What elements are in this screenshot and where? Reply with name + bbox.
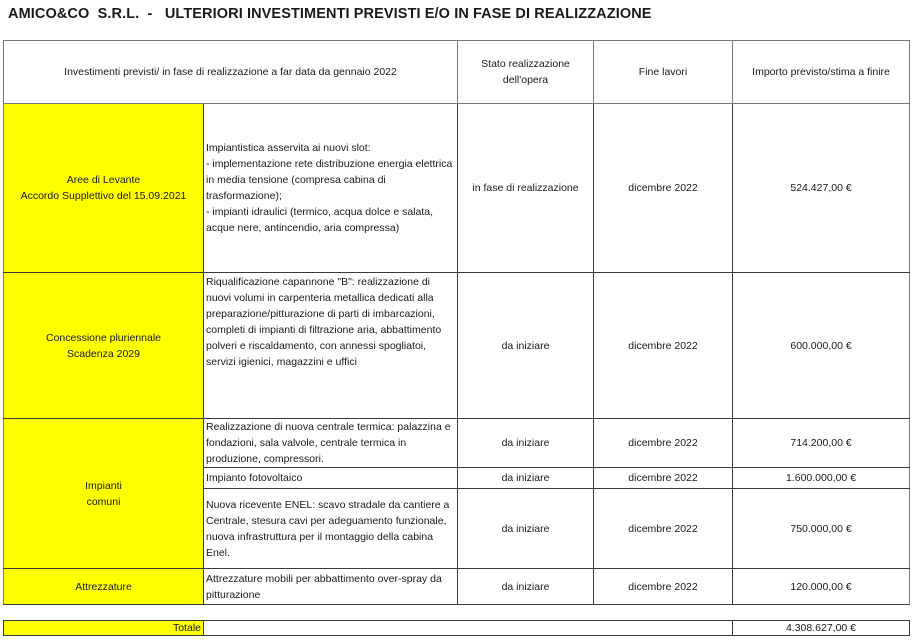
group-label-line: Scadenza 2029 bbox=[67, 347, 140, 360]
stato-cell: da iniziare bbox=[458, 489, 594, 569]
fine-lavori-cell: dicembre 2022 bbox=[594, 273, 733, 419]
importo-cell: 714.200,00 € bbox=[733, 419, 910, 468]
fine-lavori-cell: dicembre 2022 bbox=[594, 468, 733, 489]
importo-cell: 524.427,00 € bbox=[733, 104, 910, 273]
total-value: 4.308.627,00 € bbox=[733, 621, 910, 636]
description-line: Riqualificazione capannone "B": realizzazione di nuovi volumi in carpenteria metallica dedicati alla preparazione/pitturazione di parti di imbarcazioni, completi di impianti di filtrazione aria, abbattimento polveri e riscaldamento, con annessi spogliatoi, servizi igienici, magazzini e uffici bbox=[206, 276, 442, 368]
description-line: Nuova ricevente ENEL: scavo stradale da cantiere a Centrale, stesura cavi per adeguamento funzionale, nuova infrastruttura per il montaggio della cabina Enel. bbox=[206, 498, 450, 559]
description-line: Impiantistica asservita ai nuovi slot: bbox=[206, 142, 371, 154]
group-label-line: comuni bbox=[86, 495, 121, 508]
header-investimenti: Investimenti previsti/ in fase di realizzazione a far data da gennaio 2022 bbox=[4, 41, 458, 104]
description-line: Realizzazione di nuova centrale termica: palazzina e fondazioni, sala valvole, centrale termica in produzione, compressori. bbox=[206, 421, 451, 465]
header-fine-lavori: Fine lavori bbox=[594, 41, 733, 104]
stato-cell: da iniziare bbox=[458, 468, 594, 489]
table-row bbox=[4, 273, 910, 419]
total-row bbox=[4, 621, 910, 636]
header-importo: Importo previsto/stima a finire bbox=[733, 41, 910, 104]
table-row bbox=[4, 419, 910, 468]
importo-cell: 120.000,00 € bbox=[733, 569, 910, 605]
group-label-line: Impianti bbox=[85, 479, 122, 492]
stato-cell: da iniziare bbox=[458, 419, 594, 468]
header-row bbox=[4, 41, 910, 104]
description-line: Impianto fotovoltaico bbox=[206, 472, 303, 484]
group-label-aree-di-levante bbox=[4, 104, 204, 273]
importo-cell: 600.000,00 € bbox=[733, 273, 910, 419]
fine-lavori-cell: dicembre 2022 bbox=[594, 569, 733, 605]
stato-cell: da iniziare bbox=[458, 569, 594, 605]
total-table bbox=[3, 620, 910, 636]
table-row bbox=[4, 104, 910, 273]
importo-cell: 750.000,00 € bbox=[733, 489, 910, 569]
total-label: Totale bbox=[4, 621, 204, 636]
description-cell bbox=[204, 489, 458, 569]
group-label-concessione-pluriennale bbox=[4, 273, 204, 419]
group-label-line: Concessione pluriennale bbox=[46, 331, 161, 344]
description-line: - implementazione rete distribuzione energia elettrica in media tensione (compresa cabina di trasformazione); bbox=[206, 158, 453, 202]
group-label-line: Attrezzature bbox=[75, 580, 132, 593]
group-label-impianti-comuni bbox=[4, 419, 204, 569]
description-line: - impianti idraulici (termico, acqua dolce e salata, acque nere, antincendio, aria compressa) bbox=[206, 206, 434, 234]
total-spacer bbox=[204, 621, 733, 636]
description-line: Attrezzature mobili per abbattimento over-spray da pitturazione bbox=[206, 572, 442, 601]
fine-lavori-cell: dicembre 2022 bbox=[594, 104, 733, 273]
header-stato: Stato realizzazione dell'opera bbox=[458, 41, 594, 104]
table-row bbox=[4, 569, 910, 605]
description-cell bbox=[204, 468, 458, 489]
description-cell bbox=[204, 569, 458, 605]
page-title: AMICO&CO S.R.L. - ULTERIORI INVESTIMENTI PREVISTI E/O IN FASE DI REALIZZAZIONE bbox=[8, 6, 652, 22]
fine-lavori-cell: dicembre 2022 bbox=[594, 419, 733, 468]
stato-cell: da iniziare bbox=[458, 273, 594, 419]
importo-cell: 1.600.000,00 € bbox=[733, 468, 910, 489]
group-label-line: Accordo Supplettivo del 15.09.2021 bbox=[20, 190, 187, 202]
group-label-line: Aree di Levante bbox=[66, 174, 141, 186]
description-cell bbox=[204, 104, 458, 273]
description-cell bbox=[204, 273, 458, 419]
description-cell bbox=[204, 419, 458, 468]
investments-table bbox=[3, 40, 910, 605]
fine-lavori-cell: dicembre 2022 bbox=[594, 489, 733, 569]
group-label-attrezzature bbox=[4, 569, 204, 605]
stato-cell: in fase di realizzazione bbox=[458, 104, 594, 273]
